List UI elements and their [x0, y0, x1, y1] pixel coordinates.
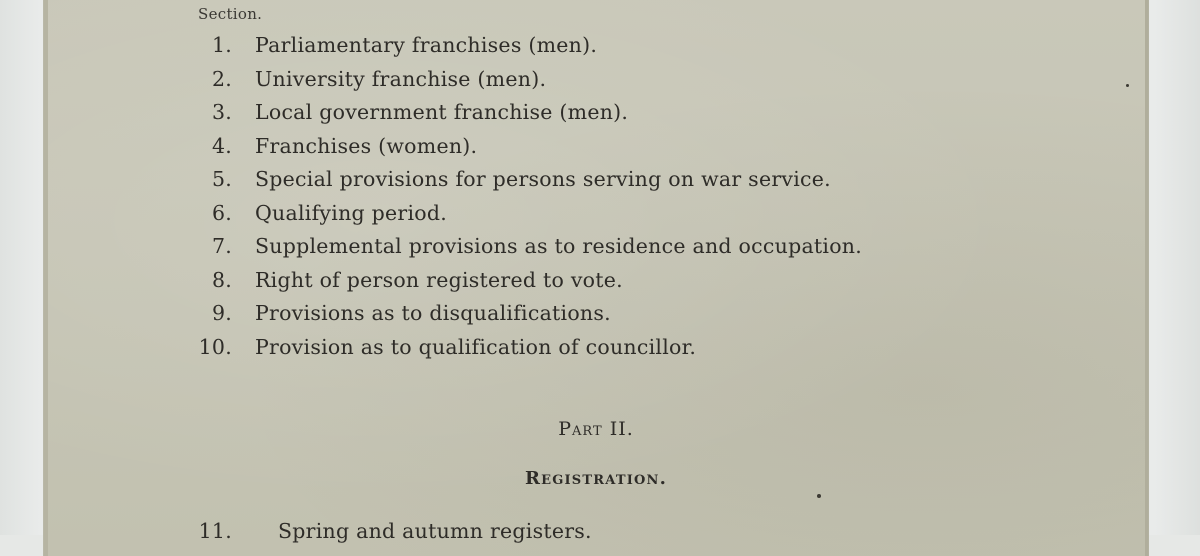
section-number: 10. [198, 334, 232, 359]
toc-entry-partial [194, 519, 592, 543]
section-title: Provision as to qualification of councillor. [255, 334, 697, 359]
section-number: 1. [211, 33, 232, 57]
section-number: 3. [211, 100, 232, 124]
section-number: 9. [211, 301, 232, 325]
section-number: 2. [211, 66, 232, 91]
toc-entry [194, 332, 862, 366]
paper-speck [1126, 84, 1129, 87]
toc-entry [194, 198, 862, 232]
section-title: Local government franchise (men). [255, 100, 629, 124]
section-number: 6. [211, 200, 232, 225]
section-title: Supplemental provisions as to residence and occupation. [255, 234, 863, 258]
toc-entry [194, 164, 862, 198]
section-title: Spring and autumn registers. [278, 519, 592, 543]
section-number: 7. [211, 234, 232, 258]
toc-entry [194, 64, 862, 98]
paper-speck [817, 494, 821, 498]
section-column-heading: Section. [198, 5, 263, 23]
section-title: Right of person registered to vote. [255, 267, 623, 292]
toc-entry [194, 231, 862, 265]
toc-entry [194, 30, 862, 64]
section-number: 11. [198, 519, 232, 543]
toc-entry [194, 265, 862, 299]
section-title: Franchises (women). [255, 133, 478, 158]
toc-entry [194, 97, 862, 131]
section-number: 4. [211, 133, 232, 158]
toc-entry [194, 298, 862, 332]
section-title: Provisions as to disqualifications. [255, 301, 611, 325]
section-title: Qualifying period. [255, 200, 448, 225]
section-title: University franchise (men). [255, 66, 547, 91]
section-title: Parliamentary franchises (men). [255, 33, 598, 57]
part-subheading: Registration. [524, 468, 668, 489]
section-number: 8. [211, 267, 232, 292]
section-title: Special provisions for persons serving on war service. [255, 167, 831, 191]
part-heading: Part II. [558, 418, 634, 440]
document-page [44, 0, 1148, 556]
section-number: 5. [211, 167, 232, 191]
table-of-contents [194, 30, 862, 365]
toc-entry [194, 131, 862, 165]
